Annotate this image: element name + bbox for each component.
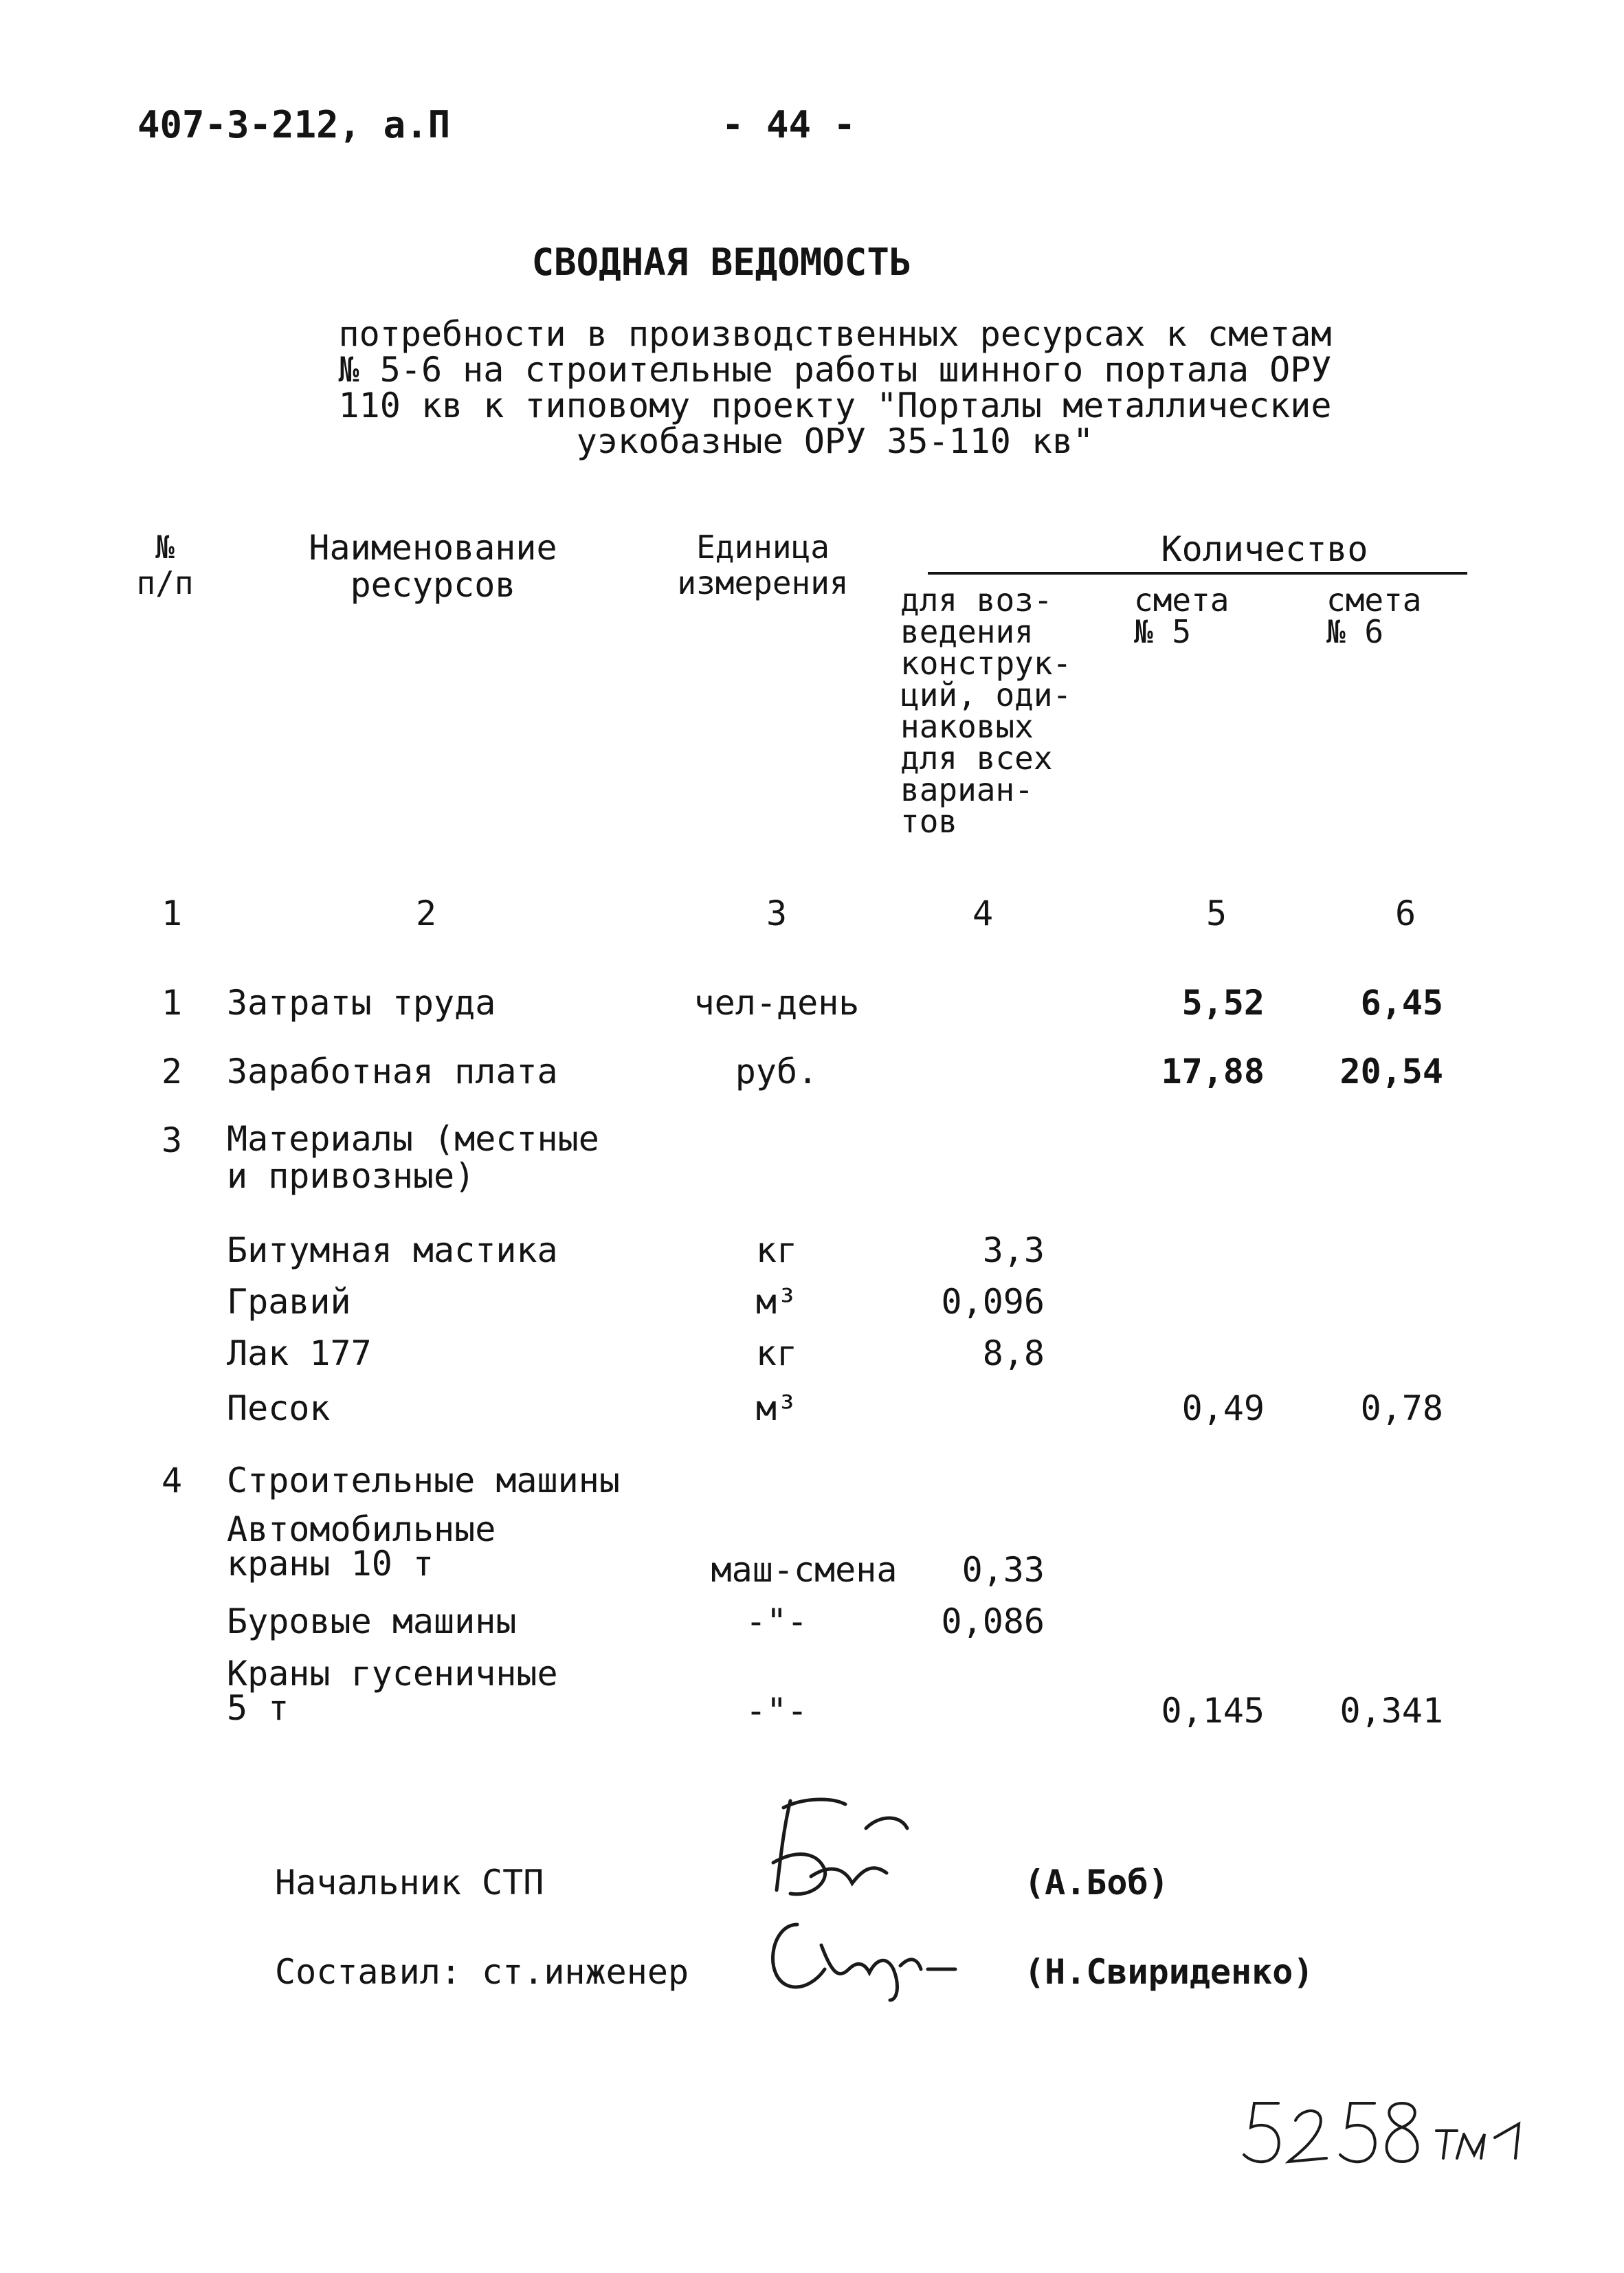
unit: -"- xyxy=(745,1691,808,1731)
smeta6-value: 6,45 xyxy=(1360,983,1443,1023)
smeta5-value: 0,49 xyxy=(1181,1388,1265,1428)
header-col4-line: тов xyxy=(900,803,958,840)
resource-name-line: краны 10 т xyxy=(227,1544,434,1584)
resource-name: Заработная плата xyxy=(227,1052,558,1091)
unit: м³ xyxy=(755,1282,798,1322)
resource-name-line: Краны гусеничные xyxy=(227,1654,558,1694)
common-value: 3,3 xyxy=(982,1230,1045,1270)
resource-name-line: Автомобильные xyxy=(227,1509,496,1549)
row-number: 1 xyxy=(161,983,183,1023)
resource-name xyxy=(227,1120,599,1195)
resource-name: Строительные машины xyxy=(227,1461,620,1500)
resource-name: Битумная мастика xyxy=(227,1230,558,1270)
common-value: 8,8 xyxy=(982,1333,1045,1373)
row-number: 3 xyxy=(161,1120,183,1160)
unit: маш-смена xyxy=(711,1550,898,1590)
unit: кг xyxy=(755,1333,798,1373)
header-num-line: № xyxy=(155,529,175,566)
column-number: 2 xyxy=(415,894,437,933)
row-number: 2 xyxy=(161,1052,183,1091)
column-number: 4 xyxy=(972,894,994,933)
handwritten-signature xyxy=(742,1787,921,1918)
signatory-name: (Н.Свириденко) xyxy=(1024,1952,1314,1992)
unit: чел-день xyxy=(693,983,860,1023)
header-name xyxy=(261,529,605,603)
smeta6-value: 20,54 xyxy=(1339,1052,1443,1091)
smeta5-value: 0,145 xyxy=(1161,1691,1265,1731)
header-col5-line: смета xyxy=(1134,581,1230,619)
signatory-role: Составил: ст.инженер xyxy=(275,1952,689,1992)
common-value: 0,086 xyxy=(941,1601,1045,1641)
header-name-line: Наименование xyxy=(309,528,557,568)
document-title: СВОДНАЯ ВЕДОМОСТЬ xyxy=(531,241,912,284)
header-col4-line: наковых xyxy=(900,708,1034,745)
resource-name: Гравий xyxy=(227,1282,351,1322)
smeta5-value: 17,88 xyxy=(1161,1052,1265,1091)
document-subtitle xyxy=(227,316,1443,459)
signatory-role: Начальник СТП xyxy=(275,1863,544,1903)
unit: м³ xyxy=(755,1388,798,1428)
column-number: 5 xyxy=(1205,894,1227,933)
quantity-underline xyxy=(928,572,1467,575)
common-value: 0,33 xyxy=(961,1550,1045,1590)
resource-name: Лак 177 xyxy=(227,1333,372,1373)
header-col6-line: смета xyxy=(1326,581,1422,619)
resource-name xyxy=(227,1654,558,1728)
common-value: 0,096 xyxy=(941,1282,1045,1322)
resource-name xyxy=(227,1509,496,1584)
header-num xyxy=(124,529,206,601)
header-col4-line: ведения xyxy=(900,613,1034,650)
resource-name-line: Материалы (местные xyxy=(227,1119,599,1159)
smeta6-value: 0,341 xyxy=(1339,1691,1443,1731)
subtitle-line: № 5-6 на строительные работы шинного портала ОРУ xyxy=(338,350,1332,390)
signatory-name: (А.Боб) xyxy=(1024,1863,1169,1903)
handwritten-note xyxy=(1237,2089,1539,2179)
page-number: - 44 - xyxy=(722,103,856,146)
header-col4-line: ций, оди- xyxy=(900,676,1072,713)
resource-name-line: и привозные) xyxy=(227,1156,476,1196)
header-col5-line: № 5 xyxy=(1134,613,1192,650)
header-quantity: Количество xyxy=(1161,529,1368,569)
header-col4-line: для воз- xyxy=(900,581,1053,619)
resource-name-line: 5 т xyxy=(227,1688,289,1728)
subtitle-line: потребности в производственных ресурсах к сметам xyxy=(338,314,1332,354)
header-col6-line: № 6 xyxy=(1326,613,1384,650)
header-col4-line: вариан- xyxy=(900,771,1034,808)
header-unit-line: Единица xyxy=(696,529,830,566)
subtitle-line: уэкобазные ОРУ 35-110 кв" xyxy=(576,421,1094,461)
header-col5 xyxy=(1134,581,1230,650)
column-number: 6 xyxy=(1394,894,1416,933)
header-unit xyxy=(639,529,887,601)
unit: кг xyxy=(755,1230,798,1270)
resource-name: Буровые машины xyxy=(227,1601,517,1641)
column-number: 3 xyxy=(766,894,788,933)
resource-name: Затраты труда xyxy=(227,983,496,1023)
unit: руб. xyxy=(735,1052,819,1091)
header-col4-line: конструк- xyxy=(900,645,1072,682)
header-unit-line: измерения xyxy=(677,564,849,601)
header-col4 xyxy=(900,581,1072,840)
handwritten-signature xyxy=(756,1904,962,2007)
header-num-line: п/п xyxy=(136,564,194,601)
column-number: 1 xyxy=(161,894,183,933)
smeta6-value: 0,78 xyxy=(1360,1388,1443,1428)
row-number: 4 xyxy=(161,1461,183,1500)
smeta5-value: 5,52 xyxy=(1181,983,1265,1023)
resource-name: Песок xyxy=(227,1388,331,1428)
header-col6 xyxy=(1326,581,1422,650)
header-col4-line: для всех xyxy=(900,740,1053,777)
unit: -"- xyxy=(745,1601,808,1641)
subtitle-line: 110 кв к типовому проекту "Порталы металлические xyxy=(338,386,1332,425)
header-name-line: ресурсов xyxy=(350,565,516,605)
document-code: 407-3-212, а.П xyxy=(137,103,451,146)
